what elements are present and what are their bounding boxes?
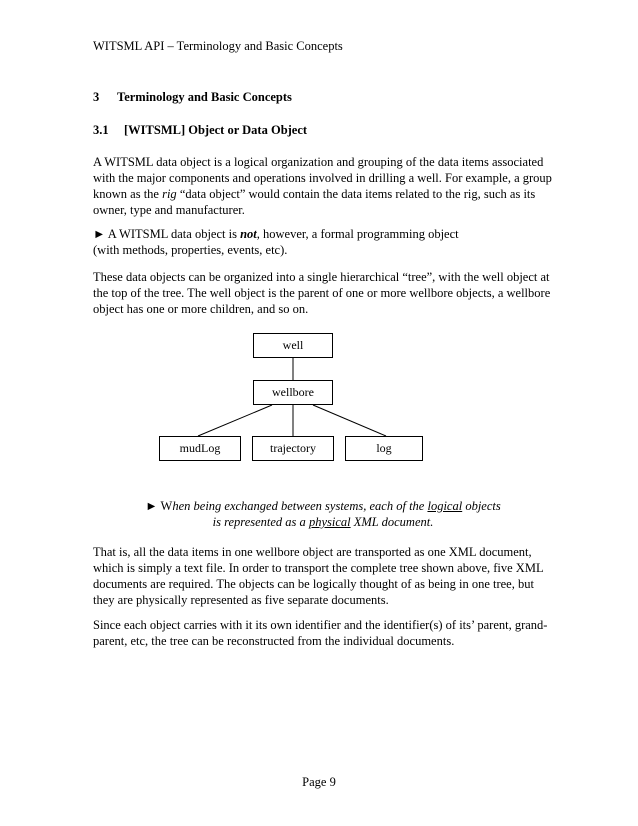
paragraph-tree: These data objects can be organized into a single hierarchical “tree”, with the well object at the top of the tree. The well object is the parent of one or more wellbore objects, a wellbore object has one or more children, and so on. [93,270,551,316]
logical-term: logical [427,499,463,513]
subsection-number: 3.1 [93,123,109,137]
paragraph-definition: A WITSML data object is a logical organization and grouping of the data items associated with the major components and operations involved in drilling a well. For example, a group known as the rig “data object” would contain the data items related to the rig, such as its owner, type and manufacturer. [93,155,552,217]
rig-term: rig [162,187,177,201]
node-mudlog: mudLog [159,436,241,461]
connector-wellbore-log [313,405,386,436]
subsection-heading [93,123,307,138]
node-trajectory: trajectory [252,436,334,461]
connector-wellbore-mudlog [198,405,272,436]
page-header: WITSML API – Terminology and Basic Concepts [93,39,343,53]
paragraph-reconstruct: Since each object carries with it its own identifier and the identifier(s) of its’ parent, grand-parent, etc, the tree can be reconstructed from the individual documents. [93,618,548,648]
node-log: log [345,436,423,461]
note-arrow: ► W [145,499,173,513]
physical-term: physical [308,515,351,529]
note-exchange: ► When being exchanged between systems, each of the logical objects is represented as a physical XML document. [145,499,501,529]
node-well: well [253,333,333,358]
section-title: Terminology and Basic Concepts [117,90,292,104]
section-number: 3 [93,90,100,104]
not-emphasis: not [240,227,257,241]
paragraph-not-programming-object: ► A WITSML data object is not, however, a formal programming object (with methods, properties, events, etc). [93,227,459,257]
page-number: Page 9 [302,775,336,789]
node-wellbore: wellbore [253,380,333,405]
subsection-title: [WITSML] Object or Data Object [124,123,308,137]
paragraph-transport: That is, all the data items in one wellbore object are transported as one XML document, which is simply a text file. In order to transport the complete tree shown above, five XML documents are required. The objects can be logically thought of as being in one tree, but they are physically represented as five separate documents. [93,545,544,607]
section-heading [93,90,292,105]
